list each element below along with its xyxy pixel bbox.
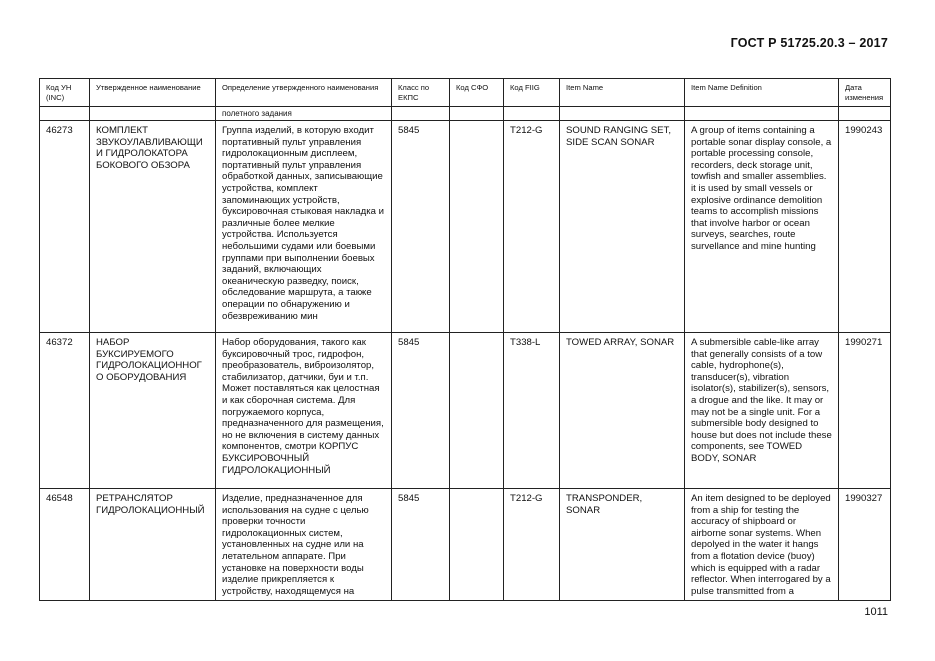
cell-empty [450,107,504,121]
table-row [40,333,891,489]
cell-empty [40,107,90,121]
cell-sfo [450,333,504,489]
cell-definition-ru: полетного задания [216,107,392,121]
col-header-fiig: Код FIIG [504,79,560,107]
cell-name-ru: РЕТРАНСЛЯТОР ГИДРОЛОКАЦИОННЫЙ [90,489,216,601]
cell-definition-ru: Изделие, предназначенное для использования на судне с целью проверки точности гидролокационных систем, установленных на судне или на летательном аппарате. При установке на поверхности воды изделие прикрепляется к устройству, находящемуся на [216,489,392,601]
page-number: 1011 [864,606,888,618]
col-header-inc: Код УН (INC) [40,79,90,107]
cell-definition-en: A group of items containing a portable sonar display console, a portable processing console, recorders, deck storage unit, towfish and smaller assemblies. it is used by small vessels or explosive ordinance demolition teams to accomplish missions that involve harbor or ocean surveys, searches, route survellance and mine hunting [685,121,839,333]
table-row [40,121,891,333]
col-header-name-ru: Утвержденное наименование [90,79,216,107]
cell-name-ru: КОМПЛЕКТ ЗВУКОУЛАВЛИВАЮЩИ И ГИДРОЛОКАТОРА БОКОВОГО ОБЗОРА [90,121,216,333]
col-header-definition-ru: Определение утвержденного наименования [216,79,392,107]
cell-empty [560,107,685,121]
cell-empty [504,107,560,121]
col-header-class: Класс по ЕКПС [392,79,450,107]
cell-inc: 46372 [40,333,90,489]
cell-empty [839,107,891,121]
cell-date: 1990271 [839,333,891,489]
cell-fiig: T212-G [504,489,560,601]
cell-definition-ru: Группа изделий, в которую входит портативный пульт управления гидролокационным дисплеем, портативный пульт управления обработкой данных, записывающие устройства, комплект запоминающих устройств, буксировочная стыковая накладка и различные более мелкие устройства. Используется небольшими судами или боевыми группами при выполнении боевых заданий, включающих океаническую разведку, поиск, обследование маршрута, а также операции по обнаружению и обезвреживанию мин [216,121,392,333]
cell-date: 1990243 [839,121,891,333]
cell-fiig: T338-L [504,333,560,489]
cell-sfo [450,489,504,601]
cell-empty [392,107,450,121]
col-header-definition-en: Item Name Definition [685,79,839,107]
cell-class: 5845 [392,489,450,601]
catalog-table [39,78,891,601]
standard-designation: ГОСТ Р 51725.20.3 – 2017 [730,36,888,50]
cell-class: 5845 [392,121,450,333]
table-row [40,489,891,601]
cell-definition-en: A submersible cable-like array that generally consists of a tow cable, hydrophone(s), transducer(s), vibration isolator(s), stabilizer(s), sensors, a drogue and the like. It may or may not be a single unit. For a submersible body designed to house but does not include these components, see TOWED BODY, SONAR [685,333,839,489]
cell-empty [685,107,839,121]
cell-sfo [450,121,504,333]
cell-item-name: TOWED ARRAY, SONAR [560,333,685,489]
cell-class: 5845 [392,333,450,489]
cell-inc: 46273 [40,121,90,333]
cell-fiig: T212-G [504,121,560,333]
col-header-item-name: Item Name [560,79,685,107]
cell-item-name: SOUND RANGING SET, SIDE SCAN SONAR [560,121,685,333]
cell-definition-en: An item designed to be deployed from a ship for testing the accuracy of shipboard or airborne sonar systems. When depolyed in the water it hangs from a flotation device (buoy) which is equipped with a radar reflector. When interrogared by a pulse transmitted from a [685,489,839,601]
cell-date: 1990327 [839,489,891,601]
continuation-row [40,107,891,121]
cell-inc: 46548 [40,489,90,601]
col-header-date: Дата изменения [839,79,891,107]
table-header-row [40,79,891,107]
col-header-sfo: Код СФО [450,79,504,107]
cell-item-name: TRANSPONDER, SONAR [560,489,685,601]
cell-empty [90,107,216,121]
cell-name-ru: НАБОР БУКСИРУЕМОГО ГИДРОЛОКАЦИОННОГ О ОБОРУДОВАНИЯ [90,333,216,489]
cell-definition-ru: Набор оборудования, такого как буксировочный трос, гидрофон, преобразователь, виброизолятор, стабилизатор, датчики, буи и т.п. Может поставляться как целостная и как сборочная система. Для погружаемого корпуса, предназначенного для размещения, но не включения в систему данных компонентов, смотри КОРПУС БУКСИРОВОЧНЫЙ ГИДРОЛОКАЦИОННЫЙ [216,333,392,489]
